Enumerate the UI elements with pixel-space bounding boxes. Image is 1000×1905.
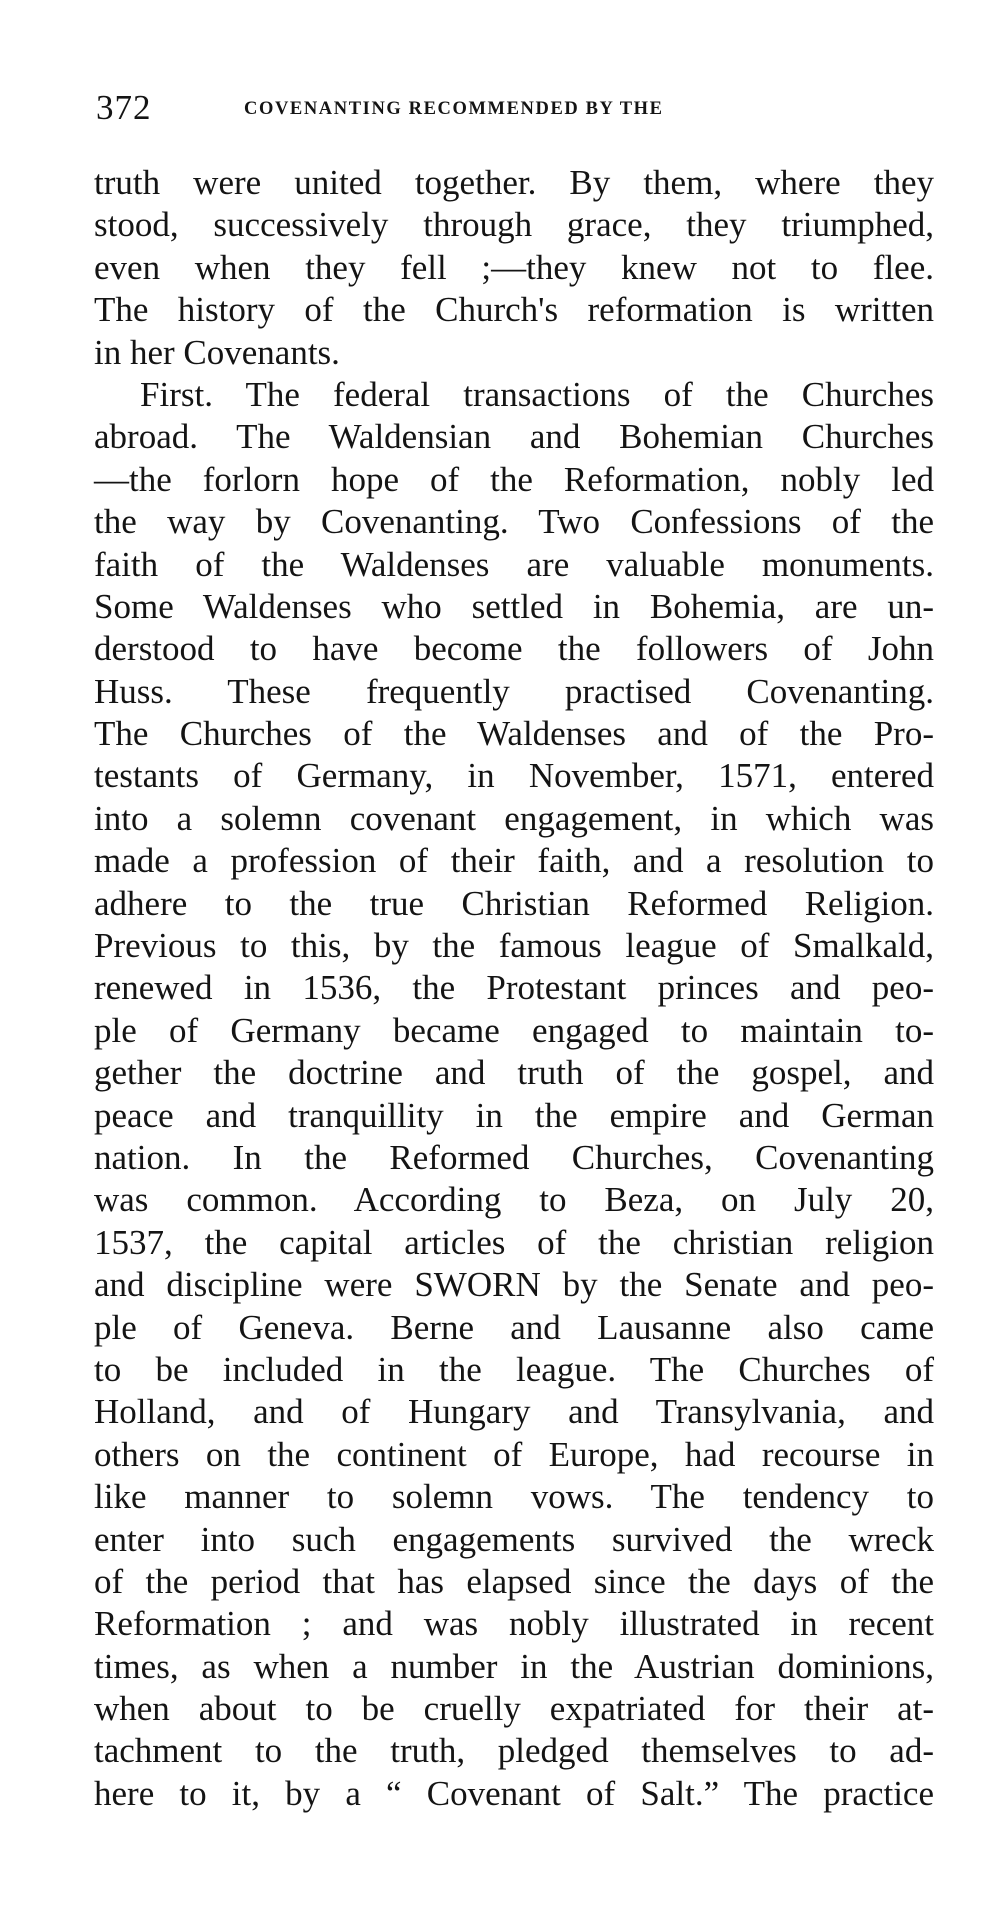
text-line: stood, successively through grace, they triumphed, [94,205,934,245]
text-line: others on the continent of Europe, had recourse in [94,1434,934,1474]
text-line: when about to be cruelly expatriated for their at- [94,1689,934,1729]
text-line: tachment to the truth, pledged themselves to ad- [94,1731,934,1771]
text-line: —the forlorn hope of the Reformation, nobly led [94,459,934,499]
text-line: here to it, by a “ Covenant of Salt.” The practice [94,1773,934,1813]
text-line: even when they fell ;—they knew not to flee. [94,247,934,287]
text-line: The history of the Church's reformation is written [94,290,934,330]
text-line: derstood to have become the followers of John [94,629,934,669]
text-line: was common. According to Beza, on July 20, [94,1180,934,1220]
text-line: faith of the Waldenses are valuable monuments. [94,544,934,584]
text-line: abroad. The Waldensian and Bohemian Churches [94,417,934,457]
text-line: nation. In the Reformed Churches, Covenanting [94,1137,934,1177]
text-line: 1537, the capital articles of the christian religion [94,1222,934,1262]
page-number: 372 [96,88,152,127]
page-header [96,88,936,138]
text-line: ple of Germany became engaged to maintain to- [94,1010,934,1050]
text-line: Some Waldenses who settled in Bohemia, are un- [94,586,934,626]
text-line: times, as when a number in the Austrian dominions, [94,1646,934,1686]
text-line: made a profession of their faith, and a resolution to [94,841,934,881]
text-line: like manner to solemn vows. The tendency to [94,1477,934,1517]
text-line: peace and tranquillity in the empire and German [94,1095,934,1135]
text-line: Holland, and of Hungary and Transylvania, and [94,1392,934,1432]
text-line: testants of Germany, in November, 1571, entered [94,756,934,796]
text-line: renewed in 1536, the Protestant princes and peo- [94,968,934,1008]
text-line: gether the doctrine and truth of the gospel, and [94,1053,934,1093]
body-text [94,162,934,1815]
text-line: adhere to the true Christian Reformed Religion. [94,883,934,923]
text-line: enter into such engagements survived the wreck [94,1519,934,1559]
paragraph-first-line: First. The federal transactions of the Churches [140,374,934,414]
text-line: to be included in the league. The Churches of [94,1349,934,1389]
text-line: and discipline were SWORN by the Senate and peo- [94,1265,934,1305]
text-line: The Churches of the Waldenses and of the Pro- [94,714,934,754]
text-line: of the period that has elapsed since the days of the [94,1561,934,1601]
text-line: the way by Covenanting. Two Confessions of the [94,502,934,542]
text-line: ple of Geneva. Berne and Lausanne also came [94,1307,934,1347]
running-head: COVENANTING RECOMMENDED BY THE [244,99,664,119]
text-line: Huss. These frequently practised Covenanting. [94,671,934,711]
text-line: truth were united together. By them, where they [94,163,934,202]
text-line: into a solemn covenant engagement, in which was [94,798,934,838]
text-line: Reformation ; and was nobly illustrated in recent [94,1604,934,1644]
text-line: in her Covenants. [94,332,340,372]
text-line: Previous to this, by the famous league of Smalkald, [94,926,934,966]
